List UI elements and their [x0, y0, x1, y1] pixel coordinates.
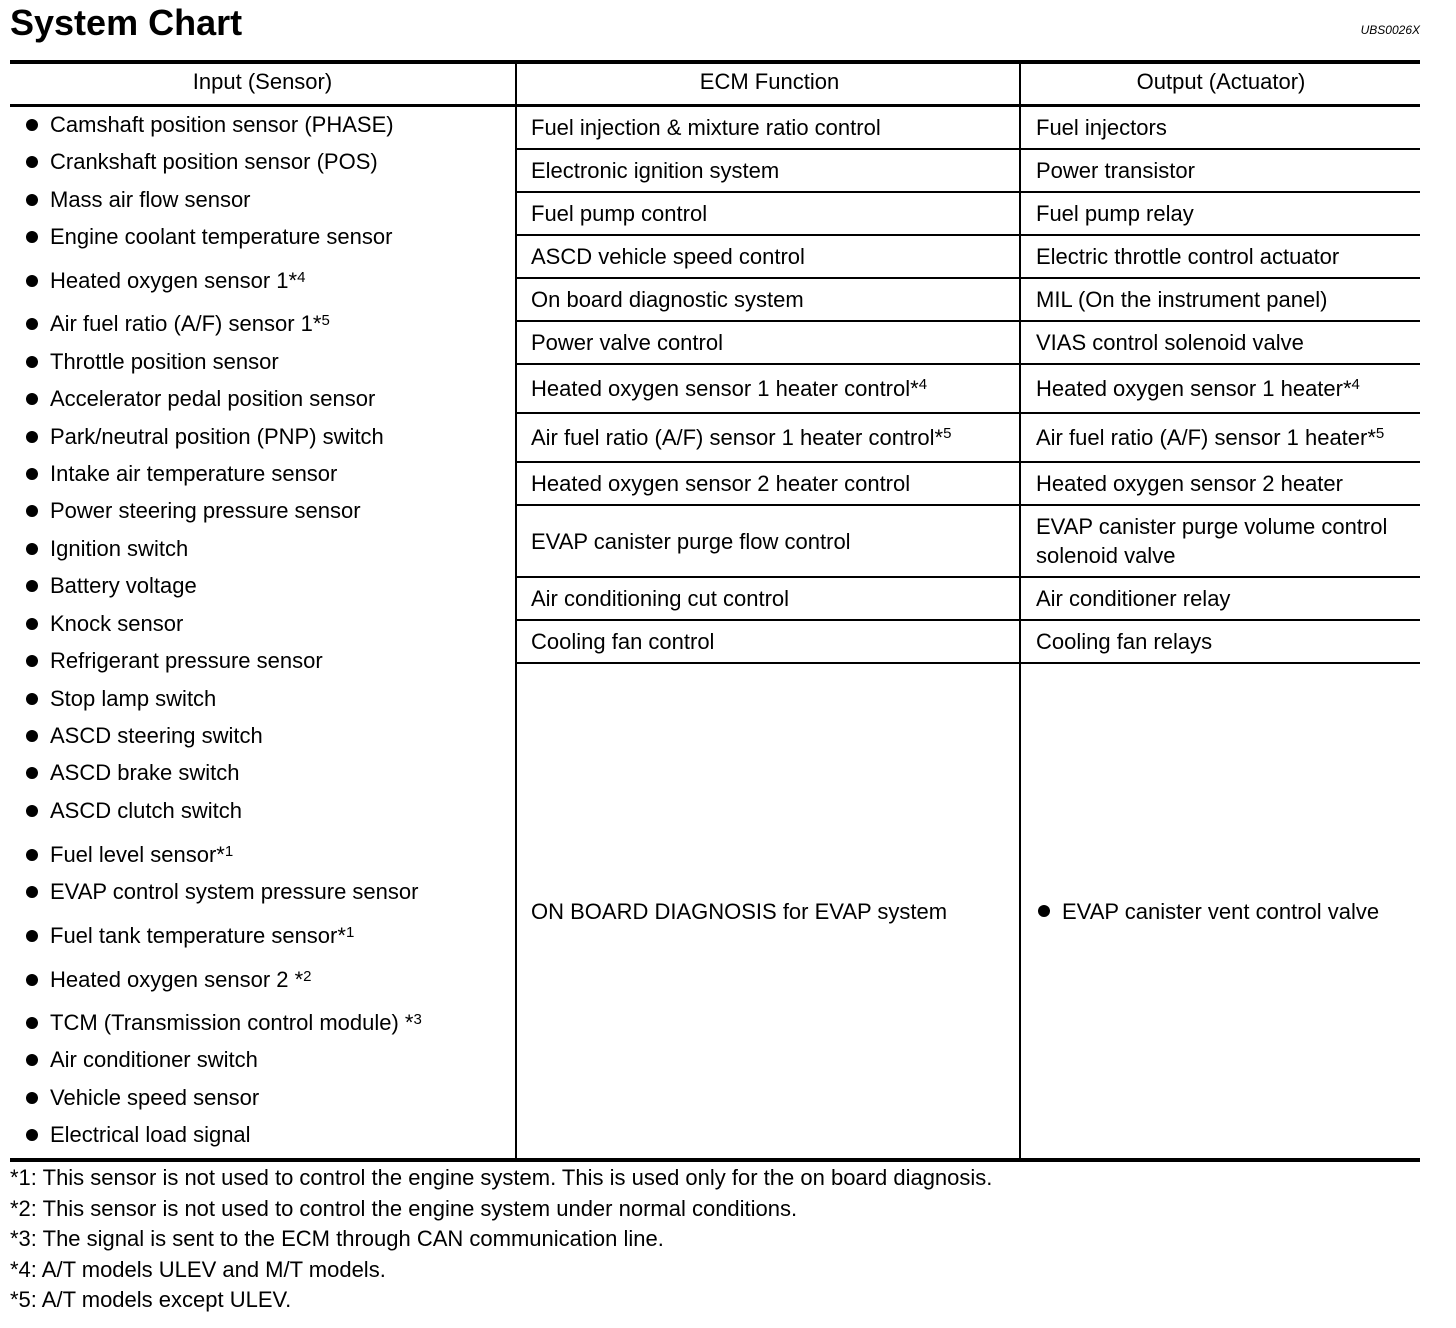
bullet-icon — [26, 805, 38, 817]
bullet-icon — [26, 580, 38, 592]
sensor-label: Engine coolant temperature sensor — [50, 224, 393, 249]
sensor-label: Stop lamp switch — [50, 686, 217, 711]
table-row — [517, 621, 1420, 664]
function-label: Fuel pump control — [531, 201, 708, 226]
function-label: ON BOARD DIAGNOSIS for EVAP system — [531, 898, 948, 924]
function-cell — [517, 365, 1018, 412]
output-label: Power transistor — [1036, 158, 1195, 183]
sensor-item — [26, 263, 305, 299]
page-title: System Chart — [10, 2, 243, 43]
sensor-label: Battery voltage — [50, 573, 197, 598]
function-cell — [517, 578, 1018, 619]
sensor-item — [26, 755, 240, 791]
output-label: Heated oxygen sensor 2 heater — [1036, 471, 1343, 496]
sensor-item — [26, 381, 375, 417]
sensor-label: Fuel level sensor* — [50, 842, 225, 867]
function-cell — [517, 279, 1018, 320]
sensor-label: Ignition switch — [50, 536, 189, 561]
sensor-item — [26, 1117, 251, 1153]
sensor-label: Air fuel ratio (A/F) sensor 1* — [50, 311, 322, 336]
sensor-item — [26, 344, 279, 380]
sensor-label: Electrical load signal — [50, 1122, 251, 1147]
sensor-label: Crankshaft position sensor (POS) — [50, 149, 378, 174]
function-cell — [517, 193, 1018, 234]
bullet-icon — [26, 275, 38, 287]
sensor-label: Mass air flow sensor — [50, 187, 251, 212]
bullet-icon — [26, 655, 38, 667]
footnote: *3: The signal is sent to the ECM through CAN communication line. — [10, 1226, 664, 1251]
output-label: Fuel injectors — [1036, 115, 1167, 140]
sensor-label: EVAP control system pressure sensor — [50, 879, 419, 904]
sensor-item — [26, 568, 197, 604]
sensor-item — [26, 219, 392, 255]
bullet-icon — [26, 730, 38, 742]
sensor-item — [26, 531, 188, 567]
function-label: ASCD vehicle speed control — [531, 244, 805, 269]
bullet-icon — [26, 1054, 38, 1066]
bullet-icon — [26, 974, 38, 986]
bullet-icon — [26, 767, 38, 779]
function-sup: 5 — [943, 425, 952, 442]
output-cell — [1022, 107, 1420, 148]
sensor-label: Throttle position sensor — [50, 349, 279, 374]
header-output: Output (Actuator) — [1136, 69, 1306, 94]
footnote: *1: This sensor is not used to control the engine system. This is used only for the on board diagnosis. — [10, 1165, 993, 1190]
table-row — [517, 506, 1420, 578]
bullet-icon — [1038, 905, 1050, 917]
output-label: Air conditioner relay — [1036, 586, 1231, 611]
sensor-label: Fuel tank temperature sensor* — [50, 923, 346, 948]
sensor-label: Camshaft position sensor (PHASE) — [50, 112, 394, 137]
header-input: Input (Sensor) — [192, 69, 333, 94]
footnotes — [10, 1163, 992, 1316]
output-cell — [1022, 193, 1420, 234]
output-cell — [1022, 463, 1420, 504]
bullet-icon — [26, 318, 38, 330]
sensor-sup: 1 — [224, 842, 234, 860]
sensor-label: Refrigerant pressure sensor — [50, 648, 323, 673]
bullet-icon — [26, 505, 38, 517]
table-row — [517, 414, 1420, 463]
function-label: Cooling fan control — [531, 629, 715, 654]
function-cell — [517, 236, 1018, 277]
bullet-icon — [26, 231, 38, 243]
table-row — [517, 322, 1420, 365]
function-cell — [517, 150, 1018, 191]
output-cell — [1022, 578, 1420, 619]
sensor-sup: 5 — [321, 311, 330, 329]
sensor-label: ASCD brake switch — [50, 760, 240, 785]
figure-code: UBS0026X — [1360, 23, 1420, 37]
sensor-label: TCM (Transmission control module) * — [50, 1010, 414, 1035]
bullet-icon — [26, 1017, 38, 1029]
bullet-icon — [26, 886, 38, 898]
sensor-item — [26, 681, 216, 717]
sensor-item — [26, 107, 394, 143]
function-cell — [517, 463, 1018, 504]
output-cell — [1022, 322, 1420, 363]
sensor-item — [26, 144, 378, 180]
sensor-item — [26, 874, 418, 910]
bullet-icon — [26, 693, 38, 705]
output-label: EVAP canister purge volume control solenoid valve — [1036, 514, 1388, 568]
function-label: Heated oxygen sensor 1 heater control* — [531, 376, 919, 401]
output-cell — [1022, 365, 1420, 412]
table-row — [517, 664, 1420, 1158]
table-row — [517, 193, 1420, 236]
table-row — [517, 107, 1420, 150]
sensor-label: Accelerator pedal position sensor — [50, 386, 376, 411]
bullet-icon — [26, 156, 38, 168]
function-cell — [517, 107, 1018, 148]
bullet-icon — [26, 1092, 38, 1104]
bullet-icon — [26, 356, 38, 368]
sensor-sup: 1 — [345, 923, 355, 941]
footnote: *4: A/T models ULEV and M/T models. — [10, 1256, 386, 1282]
output-cell — [1022, 150, 1420, 191]
bullet-icon — [26, 194, 38, 206]
output-label: MIL (On the instrument panel) — [1036, 287, 1328, 312]
sensor-item — [26, 718, 263, 754]
bottom-rule — [10, 1158, 1420, 1162]
sensor-label: Intake air temperature sensor — [50, 461, 338, 486]
sensor-label: ASCD steering switch — [50, 723, 263, 748]
output-sup: 4 — [1351, 376, 1360, 393]
output-label: Air fuel ratio (A/F) sensor 1 heater* — [1036, 425, 1376, 450]
sensor-label: Heated oxygen sensor 2 * — [50, 967, 304, 992]
sensor-label: Park/neutral position (PNP) switch — [50, 424, 384, 449]
output-label: Electric throttle control actuator — [1036, 244, 1340, 269]
sensor-sup: 3 — [413, 1010, 422, 1028]
footnote: *5: A/T models except ULEV. — [10, 1287, 292, 1312]
sensor-label: ASCD clutch switch — [50, 798, 242, 823]
bullet-icon — [26, 1129, 38, 1141]
output-cell — [1022, 506, 1420, 576]
output-cell — [1022, 621, 1420, 662]
table-row — [517, 150, 1420, 193]
output-label: Cooling fan relays — [1036, 629, 1213, 654]
sensor-label: Knock sensor — [50, 611, 184, 636]
sensor-label: Power steering pressure sensor — [50, 498, 361, 523]
function-sup: 4 — [918, 376, 928, 393]
sensor-item — [26, 793, 242, 829]
sensor-label: Heated oxygen sensor 1* — [50, 268, 298, 293]
table-row — [517, 279, 1420, 322]
table-row — [517, 236, 1420, 279]
function-label: Electronic ignition system — [531, 158, 780, 183]
bullet-icon — [26, 618, 38, 630]
sensor-item — [26, 1042, 258, 1078]
sensor-item — [26, 1005, 422, 1041]
table-row — [517, 463, 1420, 506]
table-row — [517, 578, 1420, 621]
function-cell — [517, 621, 1018, 662]
table-row — [517, 365, 1420, 414]
bullet-icon — [26, 119, 38, 131]
function-cell — [517, 664, 1018, 1158]
sensor-item — [26, 962, 312, 998]
sensor-label: Vehicle speed sensor — [50, 1085, 260, 1110]
function-label: Air conditioning cut control — [531, 586, 790, 611]
output-label: EVAP canister vent control valve — [1062, 898, 1380, 924]
output-label: Heated oxygen sensor 1 heater* — [1036, 376, 1352, 401]
sensor-sup: 4 — [297, 268, 306, 286]
function-cell — [517, 506, 1018, 576]
header-function: ECM Function — [699, 69, 840, 94]
output-cell — [1022, 414, 1420, 461]
sensor-item — [26, 918, 354, 954]
sensor-item — [26, 643, 323, 679]
function-label: Air fuel ratio (A/F) sensor 1 heater control* — [531, 425, 944, 450]
bullet-icon — [26, 431, 38, 443]
bullet-icon — [26, 849, 38, 861]
function-label: EVAP canister purge flow control — [531, 528, 851, 554]
bullet-icon — [26, 930, 38, 942]
function-cell — [517, 322, 1018, 363]
sensor-item — [26, 456, 337, 492]
function-label: Heated oxygen sensor 2 heater control — [531, 471, 911, 496]
sensor-item — [26, 419, 384, 455]
function-label: Power valve control — [531, 330, 723, 355]
sensor-column — [10, 107, 515, 1158]
output-cell — [1022, 664, 1422, 1158]
bullet-icon — [26, 468, 38, 480]
sensor-item — [26, 606, 183, 642]
sensor-item — [26, 306, 330, 342]
sensor-item — [26, 182, 251, 218]
output-label: VIAS control solenoid valve — [1036, 330, 1304, 355]
bullet-icon — [26, 393, 38, 405]
footnote: *2: This sensor is not used to control the engine system under normal conditions. — [10, 1195, 798, 1221]
sensor-sup: 2 — [303, 967, 312, 985]
sensor-item — [26, 1080, 259, 1116]
sensor-item — [26, 493, 361, 529]
table-header — [10, 64, 1420, 107]
bullet-icon — [26, 543, 38, 555]
output-cell — [1022, 236, 1420, 277]
function-label: On board diagnostic system — [531, 287, 804, 312]
output-label: Fuel pump relay — [1036, 201, 1194, 226]
sensor-label: Air conditioner switch — [50, 1047, 258, 1072]
output-cell — [1022, 279, 1420, 320]
sensor-item — [26, 837, 233, 873]
output-sup: 5 — [1375, 425, 1385, 442]
function-label: Fuel injection & mixture ratio control — [531, 115, 881, 140]
function-cell — [517, 414, 1018, 461]
